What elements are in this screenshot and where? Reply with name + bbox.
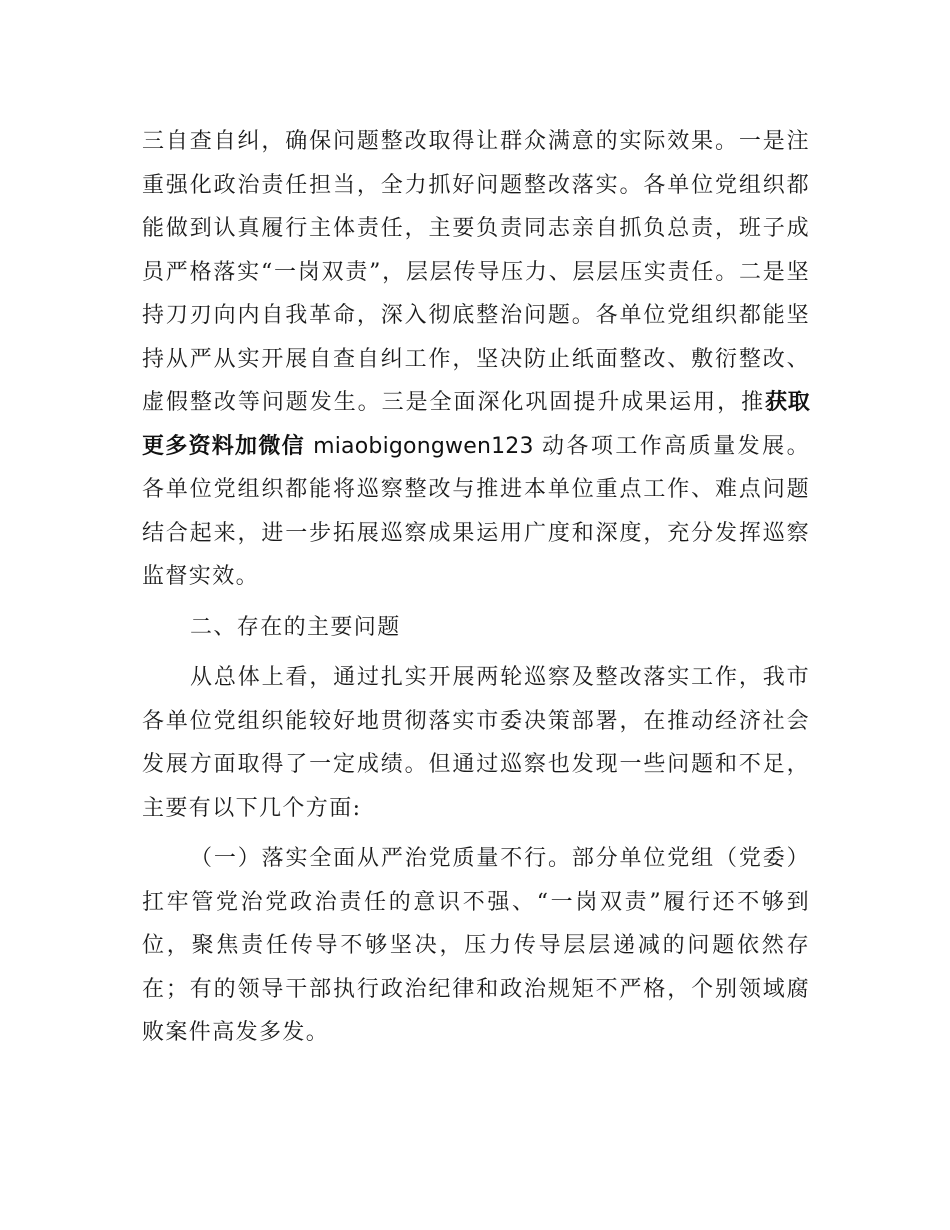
paragraph-problem-one: （一）落实全面从严治党质量不行。部分单位党组（党委）扛牢管党治党政治责任的意识不强、“一岗双责”履行还不够到位，聚焦责任传导不够坚决，压力传导层层递减的问题依然存在；有的领导干部执行政治纪律和政治规矩不严格，个别领域腐败案件高发多发。 (142, 846, 810, 1045)
watermark-wechat-id: miaobigongwen123 (304, 433, 542, 459)
paragraph-text-continued: 动各项工作高质量发展。各单位党组织都能将巡察整改与推进本单位重点工作、难点问题结合起来，进一步拓展巡察成果运用广度和深度，充分发挥巡察监督实效。 (142, 433, 810, 589)
section-heading-main-problems: 二、存在的主要问题 (190, 614, 401, 640)
paragraph-overview: 从总体上看，通过扎实开展两轮巡察及整改落实工作，我市各单位党组织能较好地贯彻落实市委决策部署，在推动经济社会发展方面取得了一定成绩。但通过巡察也发现一些问题和不足，主要有以下几个方面: (142, 665, 810, 821)
document-body (142, 120, 810, 1055)
paragraph-text: 三自查自纠，确保问题整改取得让群众满意的实际效果。一是注重强化政治责任担当，全力抓好问题整改落实。各单位党组织都能做到认真履行主体责任，主要负责同志亲自抓负总责，班子成员严格落实“一岗双责”，层层传导压力、层层压实责任。二是坚持刀刃向内自我革命，深入彻底整治问题。各单位党组织都能坚持从严从实开展自查自纠工作，坚决防止纸面整改、敷衍整改、虚假整改等问题发生。三是全面深化巩固提升成果运用，推 (142, 129, 810, 415)
watermark-cn: 获取更多资料加微信 (142, 390, 810, 459)
paragraph-inspection-results (142, 120, 810, 599)
